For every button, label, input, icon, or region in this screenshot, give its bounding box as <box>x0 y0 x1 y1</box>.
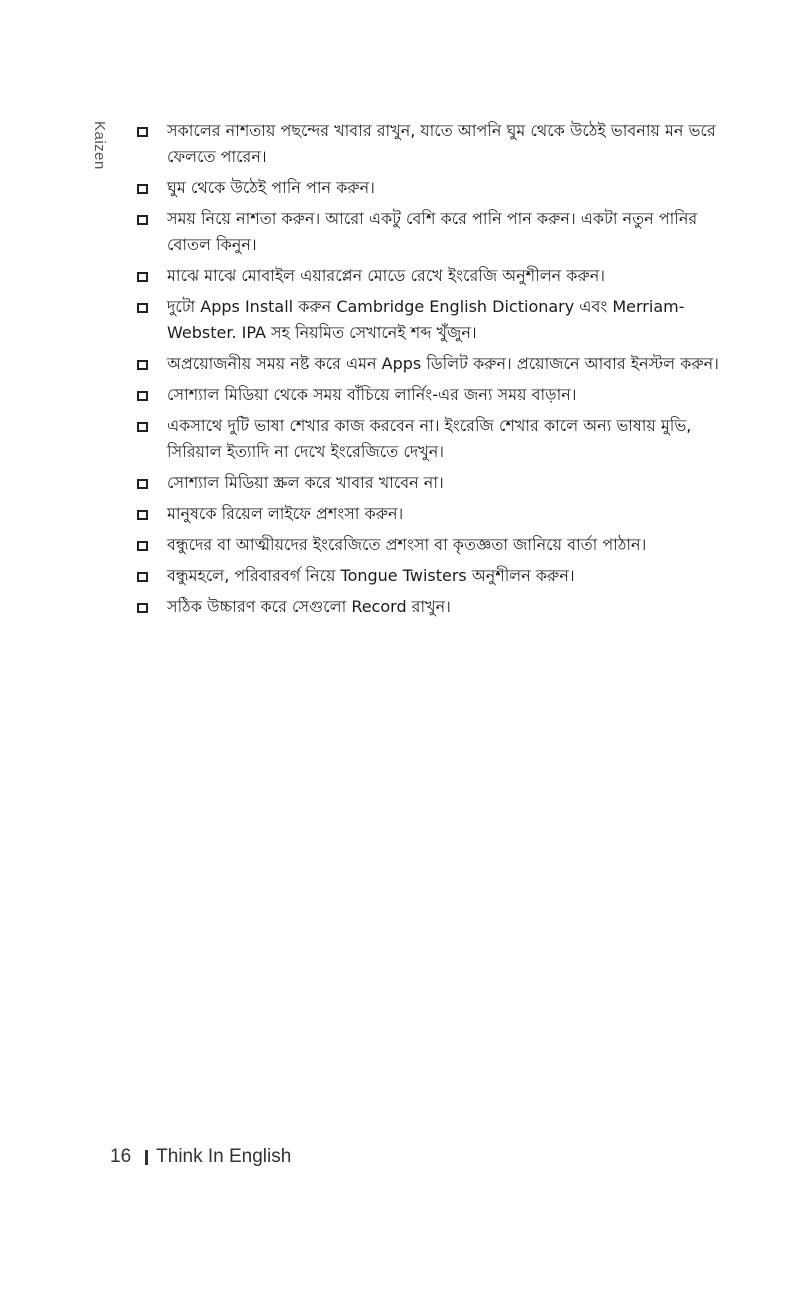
list-item <box>137 263 737 289</box>
square-bullet-icon <box>137 603 148 613</box>
list-item-text: সোশ্যাল মিডিয়া স্ক্রল করে খাবার খাবেন না। <box>167 473 444 492</box>
list-item-text: বন্ধুদের বা আত্মীয়দের ইংরেজিতে প্রশংসা বা কৃতজ্ঞতা জানিয়ে বার্তা পাঠান। <box>167 535 647 554</box>
list-item <box>137 175 737 201</box>
square-bullet-icon <box>137 215 148 225</box>
list-item <box>137 351 737 377</box>
square-bullet-icon <box>137 479 148 489</box>
list-item-text: সকালের নাশতায় পছন্দের খাবার রাখুন, যাতে আপনি ঘুম থেকে উঠেই ভাবনায় মন ভরে ফেলতে পারেন। <box>167 121 716 166</box>
list-item-text: সঠিক উচ্চারণ করে সেগুলো Record রাখুন। <box>167 597 451 616</box>
page-footer <box>110 1146 291 1168</box>
list-item <box>137 594 737 620</box>
list-item <box>137 501 737 527</box>
running-header: Kaizen <box>91 121 108 170</box>
list-item-text: মানুষকে রিয়েল লাইফে প্রশংসা করুন। <box>167 504 404 523</box>
list-item <box>137 118 737 170</box>
page-number: 16 <box>110 1146 132 1167</box>
list-item-text: সোশ্যাল মিডিয়া থেকে সময় বাঁচিয়ে লার্নিং-এর জন্য সময় বাড়ান। <box>167 385 577 404</box>
square-bullet-icon <box>137 272 148 282</box>
square-bullet-icon <box>137 422 148 432</box>
list-item <box>137 382 737 408</box>
square-bullet-icon <box>137 127 148 137</box>
list-item-text: মাঝে মাঝে মোবাইল এয়ারপ্লেন মোডে রেখে ইংরেজি অনুশীলন করুন। <box>167 266 606 285</box>
footer-divider <box>145 1150 148 1165</box>
list-item-text: বন্ধুমহলে, পরিবারবর্গ নিয়ে Tongue Twisters অনুশীলন করুন। <box>167 566 575 585</box>
list-item-text: দুটো Apps Install করুন Cambridge English Dictionary এবং Merriam-Webster. IPA সহ নিয়মিত সেখানেই শব্দ খুঁজুন। <box>167 297 685 342</box>
list-item-text: অপ্রয়োজনীয় সময় নষ্ট করে এমন Apps ডিলিট করুন। প্রয়োজনে আবার ইনস্টল করুন। <box>167 354 719 373</box>
list-item-text: একসাথে দুটি ভাষা শেখার কাজ করবেন না। ইংরেজি শেখার কালে অন্য ভাষায় মুভি, সিরিয়াল ইত্যাদি না দেখে ইংরেজিতে দেখুন। <box>167 416 692 461</box>
square-bullet-icon <box>137 184 148 194</box>
list-item <box>137 470 737 496</box>
square-bullet-icon <box>137 572 148 582</box>
list-item <box>137 532 737 558</box>
square-bullet-icon <box>137 360 148 370</box>
list-item <box>137 563 737 589</box>
list-item <box>137 413 737 465</box>
square-bullet-icon <box>137 541 148 551</box>
square-bullet-icon <box>137 303 148 313</box>
list-item <box>137 206 737 258</box>
square-bullet-icon <box>137 391 148 401</box>
list-item <box>137 294 737 346</box>
list-item-text: সময় নিয়ে নাশতা করুন। আরো একটু বেশি করে পানি পান করুন। একটা নতুন পানির বোতল কিনুন। <box>167 209 698 254</box>
book-title: Think In English <box>156 1146 292 1167</box>
list-item-text: ঘুম থেকে উঠেই পানি পান করুন। <box>167 178 375 197</box>
tips-list <box>137 118 737 625</box>
square-bullet-icon <box>137 510 148 520</box>
